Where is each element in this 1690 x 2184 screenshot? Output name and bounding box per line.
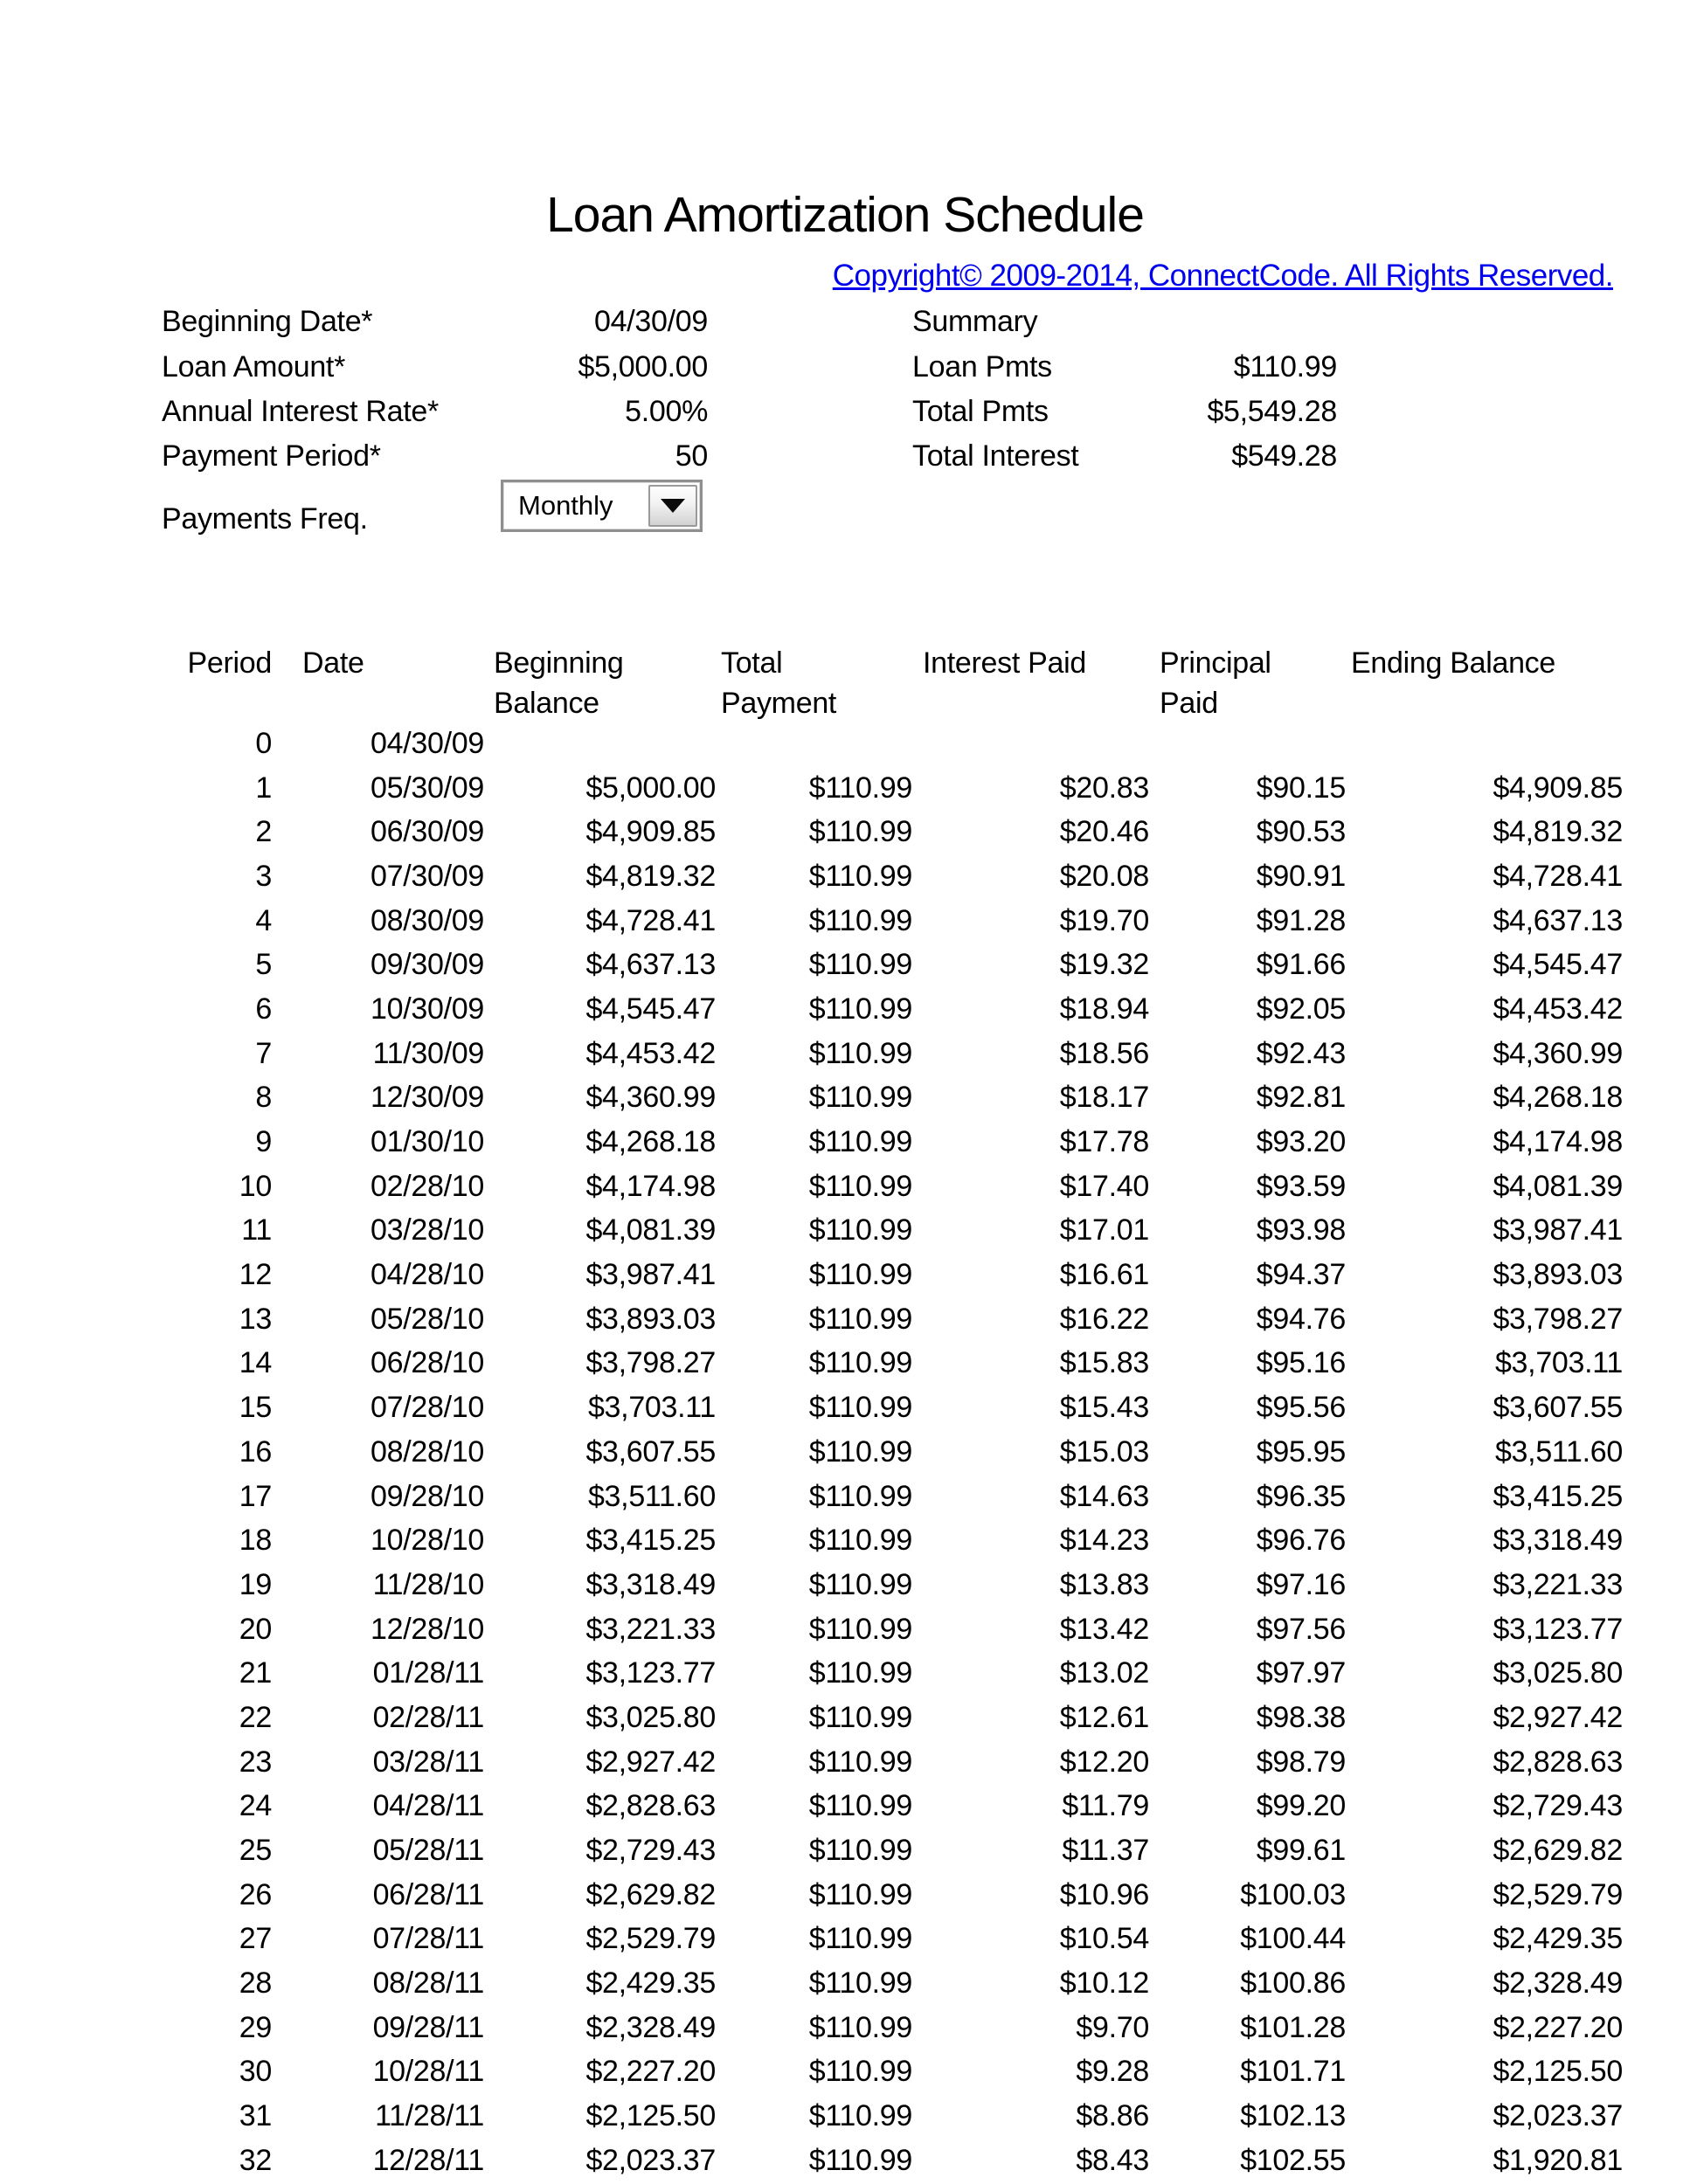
cell-principal-paid: $96.76 (1256, 1524, 1346, 1558)
table-row (0, 1563, 1690, 1607)
table-row (0, 2050, 1690, 2095)
beginning-date-value[interactable]: 04/30/09 (594, 305, 708, 338)
cell-interest-paid: $19.70 (1059, 903, 1149, 937)
cell-principal-paid: $90.53 (1256, 815, 1346, 849)
cell-period: 23 (239, 1745, 272, 1779)
table-row (0, 1430, 1690, 1475)
cell-principal-paid: $97.56 (1256, 1612, 1346, 1646)
cell-beginning-balance: $2,429.35 (585, 1966, 716, 2001)
cell-total-payment: $110.99 (808, 1434, 912, 1469)
cell-beginning-balance: $4,545.47 (585, 992, 716, 1026)
cell-total-payment: $110.99 (808, 1966, 912, 2001)
cell-total-payment: $110.99 (808, 2055, 912, 2089)
cell-interest-paid: $17.40 (1059, 1169, 1149, 1203)
cell-ending-balance: $3,025.80 (1493, 1656, 1623, 1690)
cell-ending-balance: $2,629.82 (1493, 1834, 1623, 1868)
cell-period: 2 (255, 815, 272, 849)
cell-total-payment: $110.99 (808, 1656, 912, 1690)
table-row (0, 1076, 1690, 1121)
cell-ending-balance: $4,268.18 (1493, 1081, 1623, 1115)
table-row (0, 1386, 1690, 1430)
cell-principal-paid: $93.59 (1256, 1169, 1346, 1203)
cell-total-payment: $110.99 (808, 1700, 912, 1734)
cell-beginning-balance: $4,453.42 (585, 1036, 716, 1070)
cell-period: 14 (239, 1346, 272, 1380)
cell-beginning-balance: $4,360.99 (585, 1081, 716, 1115)
cell-beginning-balance (494, 722, 716, 766)
cell-date: 02/28/11 (372, 1700, 484, 1734)
payment-period-value[interactable]: 50 (675, 439, 708, 473)
cell-principal-paid: $100.86 (1240, 1966, 1346, 2001)
summary-title: Summary (912, 305, 1038, 338)
cell-date: 05/28/10 (371, 1302, 484, 1336)
cell-date: 07/28/10 (371, 1391, 484, 1425)
cell-interest-paid: $19.32 (1059, 948, 1149, 982)
cell-ending-balance: $2,125.50 (1493, 2055, 1623, 2089)
header-beginning-balance: Beginning Balance (494, 646, 624, 720)
cell-total-payment: $110.99 (808, 2010, 912, 2044)
cell-principal-paid: $92.81 (1256, 1081, 1346, 1115)
cell-date: 04/28/11 (372, 1789, 484, 1823)
total-interest-value: $549.28 (1231, 439, 1337, 473)
cell-principal-paid: $99.61 (1256, 1834, 1346, 1868)
table-row (0, 1342, 1690, 1386)
header-principal-paid: Principal Paid (1160, 646, 1271, 720)
cell-beginning-balance: $2,328.49 (585, 2010, 716, 2044)
annual-interest-rate-label: Annual Interest Rate* (162, 395, 439, 428)
chevron-down-icon (661, 499, 685, 513)
cell-ending-balance: $3,607.55 (1493, 1391, 1623, 1425)
cell-principal-paid: $90.15 (1256, 771, 1346, 805)
cell-period: 22 (239, 1700, 272, 1734)
cell-period: 30 (239, 2055, 272, 2089)
cell-interest-paid: $15.83 (1059, 1346, 1149, 1380)
cell-ending-balance: $4,453.42 (1493, 992, 1623, 1026)
cell-principal-paid: $94.37 (1256, 1258, 1346, 1292)
payments-freq-dropdown[interactable] (501, 480, 703, 532)
table-row (0, 1918, 1690, 1962)
cell-date: 11/30/09 (372, 1036, 484, 1070)
table-row (0, 1873, 1690, 1918)
cell-period: 9 (255, 1125, 272, 1159)
loan-amount-label: Loan Amount* (162, 350, 346, 384)
cell-ending-balance: $4,909.85 (1493, 771, 1623, 805)
cell-beginning-balance: $3,318.49 (585, 1567, 716, 1601)
loan-amount-value[interactable]: $5,000.00 (578, 350, 708, 384)
cell-period: 17 (239, 1479, 272, 1513)
cell-date: 10/28/11 (372, 2055, 484, 2089)
header-date: Date (302, 646, 364, 680)
cell-total-payment: $110.99 (808, 859, 912, 893)
cell-date: 11/28/11 (375, 2099, 484, 2133)
cell-beginning-balance: $2,529.79 (585, 1922, 716, 1956)
cell-total-payment: $110.99 (808, 1081, 912, 1115)
cell-principal-paid: $99.20 (1256, 1789, 1346, 1823)
cell-period: 21 (239, 1656, 272, 1690)
cell-period: 10 (239, 1169, 272, 1203)
cell-period: 11 (241, 1213, 272, 1248)
cell-interest-paid: $17.01 (1059, 1213, 1149, 1248)
cell-ending-balance: $4,174.98 (1493, 1125, 1623, 1159)
cell-period: 8 (255, 1081, 272, 1115)
table-row (0, 1209, 1690, 1254)
cell-principal-paid: $95.16 (1256, 1346, 1346, 1380)
cell-beginning-balance: $3,025.80 (585, 1700, 716, 1734)
cell-total-payment: $110.99 (808, 903, 912, 937)
cell-date: 01/28/11 (372, 1656, 484, 1690)
table-row (0, 854, 1690, 899)
cell-beginning-balance: $2,629.82 (585, 1877, 716, 1911)
cell-date: 01/30/10 (371, 1125, 484, 1159)
cell-total-payment: $110.99 (808, 2099, 912, 2133)
cell-principal-paid: $91.66 (1256, 948, 1346, 982)
table-row (0, 1740, 1690, 1785)
cell-total-payment: $110.99 (808, 1834, 912, 1868)
cell-beginning-balance: $4,728.41 (585, 903, 716, 937)
copyright-link[interactable]: Copyright© 2009-2014, ConnectCode. All Rights Reserved. (832, 259, 1613, 293)
cell-period: 19 (239, 1567, 272, 1601)
cell-date: 04/28/10 (371, 1258, 484, 1292)
table-row (0, 1651, 1690, 1696)
cell-principal-paid: $92.43 (1256, 1036, 1346, 1070)
cell-total-payment: $110.99 (808, 1169, 912, 1203)
cell-ending-balance: $3,415.25 (1493, 1479, 1623, 1513)
cell-principal-paid: $102.13 (1240, 2099, 1346, 2133)
cell-interest-paid: $10.96 (1059, 1877, 1149, 1911)
cell-beginning-balance: $3,987.41 (585, 1258, 716, 1292)
cell-period: 13 (239, 1302, 272, 1336)
cell-ending-balance: $2,429.35 (1493, 1922, 1623, 1956)
cell-ending-balance: $3,221.33 (1493, 1567, 1623, 1601)
cell-interest-paid: $20.08 (1059, 859, 1149, 893)
total-interest-label: Total Interest (912, 439, 1079, 473)
cell-principal-paid: $95.56 (1256, 1391, 1346, 1425)
cell-period: 25 (239, 1834, 272, 1868)
cell-total-payment: $110.99 (808, 1789, 912, 1823)
cell-period: 0 (255, 726, 272, 760)
cell-principal-paid: $94.76 (1256, 1302, 1346, 1336)
table-row (0, 810, 1690, 854)
cell-period: 4 (255, 903, 272, 937)
cell-date: 10/30/09 (371, 992, 484, 1026)
cell-period: 3 (255, 859, 272, 893)
cell-beginning-balance: $3,511.60 (587, 1479, 716, 1513)
beginning-date-label: Beginning Date* (162, 305, 373, 338)
cell-period: 18 (239, 1524, 272, 1558)
table-row (0, 766, 1690, 811)
cell-beginning-balance: $4,081.39 (585, 1213, 716, 1248)
cell-beginning-balance: $2,227.20 (585, 2055, 716, 2089)
cell-beginning-balance: $3,221.33 (585, 1612, 716, 1646)
cell-interest-paid: $17.78 (1059, 1125, 1149, 1159)
table-row (0, 1961, 1690, 2006)
cell-ending-balance: $2,729.43 (1493, 1789, 1623, 1823)
cell-period: 26 (239, 1877, 272, 1911)
cell-total-payment: $110.99 (808, 1479, 912, 1513)
cell-principal-paid: $97.16 (1256, 1567, 1346, 1601)
cell-total-payment: $110.99 (808, 1258, 912, 1292)
table-row (0, 1297, 1690, 1342)
cell-principal-paid: $93.98 (1256, 1213, 1346, 1248)
cell-date: 04/30/09 (371, 726, 484, 760)
cell-ending-balance: $2,328.49 (1493, 1966, 1623, 2001)
cell-beginning-balance: $5,000.00 (585, 771, 716, 805)
cell-principal-paid: $93.20 (1256, 1125, 1346, 1159)
cell-beginning-balance: $3,415.25 (585, 1524, 716, 1558)
table-row (0, 1828, 1690, 1873)
cell-ending-balance: $4,545.47 (1493, 948, 1623, 982)
cell-period: 29 (239, 2010, 272, 2044)
cell-date: 02/28/10 (371, 1169, 484, 1203)
cell-beginning-balance: $4,268.18 (585, 1125, 716, 1159)
cell-beginning-balance: $3,123.77 (585, 1656, 716, 1690)
table-row (0, 1253, 1690, 1297)
cell-beginning-balance: $3,607.55 (585, 1434, 716, 1469)
cell-principal-paid: $100.03 (1240, 1877, 1346, 1911)
cell-principal-paid: $95.95 (1256, 1434, 1346, 1469)
cell-ending-balance: $3,893.03 (1493, 1258, 1623, 1292)
cell-interest-paid: $18.94 (1059, 992, 1149, 1026)
cell-beginning-balance: $2,023.37 (585, 2143, 716, 2177)
cell-interest-paid: $13.83 (1059, 1567, 1149, 1601)
cell-interest-paid: $14.63 (1059, 1479, 1149, 1513)
cell-period: 15 (239, 1391, 272, 1425)
total-pmts-label: Total Pmts (912, 395, 1049, 428)
cell-ending-balance: $3,511.60 (1494, 1434, 1623, 1469)
cell-period: 12 (239, 1258, 272, 1292)
cell-interest-paid: $10.54 (1059, 1922, 1149, 1956)
cell-ending-balance: $4,819.32 (1493, 815, 1623, 849)
cell-ending-balance: $3,123.77 (1493, 1612, 1623, 1646)
cell-principal-paid (1160, 722, 1346, 766)
cell-interest-paid: $9.28 (1076, 2055, 1149, 2089)
cell-total-payment: $110.99 (808, 1922, 912, 1956)
cell-interest-paid: $8.86 (1076, 2099, 1149, 2133)
cell-principal-paid: $97.97 (1256, 1656, 1346, 1690)
cell-ending-balance: $4,728.41 (1493, 859, 1623, 893)
cell-ending-balance: $4,081.39 (1493, 1169, 1623, 1203)
cell-interest-paid: $20.83 (1059, 771, 1149, 805)
cell-total-payment: $110.99 (808, 1125, 912, 1159)
cell-date: 09/28/10 (371, 1479, 484, 1513)
cell-period: 28 (239, 1966, 272, 2001)
cell-date: 09/28/11 (372, 2010, 484, 2044)
table-row (0, 987, 1690, 1032)
cell-date: 03/28/10 (371, 1213, 484, 1248)
cell-period: 32 (239, 2143, 272, 2177)
cell-interest-paid: $11.37 (1062, 1834, 1149, 1868)
cell-total-payment: $110.99 (808, 815, 912, 849)
table-row (0, 943, 1690, 987)
cell-total-payment: $110.99 (808, 1036, 912, 1070)
cell-interest-paid: $11.79 (1062, 1789, 1149, 1823)
header-interest-paid: Interest Paid (923, 646, 1086, 680)
cell-interest-paid: $16.61 (1059, 1258, 1149, 1292)
cell-interest-paid: $14.23 (1059, 1524, 1149, 1558)
cell-principal-paid: $101.28 (1240, 2010, 1346, 2044)
table-row (0, 1607, 1690, 1652)
cell-date: 12/30/09 (371, 1081, 484, 1115)
cell-ending-balance: $3,987.41 (1493, 1213, 1623, 1248)
cell-beginning-balance: $3,703.11 (587, 1391, 716, 1425)
cell-period: 1 (255, 771, 272, 805)
cell-period: 31 (239, 2099, 272, 2133)
cell-interest-paid: $10.12 (1059, 1966, 1149, 2001)
cell-date: 08/28/10 (371, 1434, 484, 1469)
cell-period: 27 (239, 1922, 272, 1956)
payment-period-label: Payment Period* (162, 439, 381, 473)
cell-beginning-balance: $3,893.03 (585, 1302, 716, 1336)
table-row (0, 1785, 1690, 1829)
cell-date: 06/30/09 (371, 815, 484, 849)
cell-total-payment: $110.99 (808, 771, 912, 805)
cell-beginning-balance: $2,828.63 (585, 1789, 716, 1823)
table-row (0, 2139, 1690, 2183)
table-row (0, 722, 1690, 766)
cell-total-payment: $110.99 (808, 1391, 912, 1425)
cell-total-payment: $110.99 (808, 1213, 912, 1248)
cell-date: 12/28/10 (371, 1612, 484, 1646)
cell-ending-balance: $3,318.49 (1493, 1524, 1623, 1558)
cell-ending-balance: $1,920.81 (1493, 2143, 1623, 2177)
cell-interest-paid: $13.42 (1059, 1612, 1149, 1646)
cell-total-payment: $110.99 (808, 992, 912, 1026)
cell-ending-balance: $3,703.11 (1494, 1346, 1623, 1380)
table-row (0, 1475, 1690, 1519)
cell-ending-balance (1351, 722, 1623, 766)
cell-interest-paid (923, 722, 1149, 766)
payments-freq-label: Payments Freq. (162, 502, 368, 536)
cell-date: 06/28/10 (371, 1346, 484, 1380)
cell-principal-paid: $91.28 (1256, 903, 1346, 937)
table-row (0, 1518, 1690, 1563)
cell-ending-balance: $2,529.79 (1493, 1877, 1623, 1911)
cell-total-payment: $110.99 (808, 1302, 912, 1336)
loan-pmts-label: Loan Pmts (912, 350, 1052, 384)
cell-interest-paid: $9.70 (1076, 2010, 1149, 2044)
cell-period: 24 (239, 1789, 272, 1823)
cell-total-payment: $110.99 (808, 1877, 912, 1911)
cell-interest-paid: $18.17 (1059, 1081, 1149, 1115)
cell-total-payment: $110.99 (808, 1346, 912, 1380)
cell-date: 05/30/09 (371, 771, 484, 805)
cell-total-payment: $110.99 (808, 1612, 912, 1646)
table-row (0, 1032, 1690, 1076)
cell-ending-balance: $3,798.27 (1493, 1302, 1623, 1336)
cell-ending-balance: $2,828.63 (1493, 1745, 1623, 1779)
cell-principal-paid: $100.44 (1240, 1922, 1346, 1956)
cell-period: 20 (239, 1612, 272, 1646)
cell-principal-paid: $101.71 (1240, 2055, 1346, 2089)
cell-total-payment: $110.99 (808, 2143, 912, 2177)
schedule-rows (0, 722, 1690, 2183)
header-ending-balance: Ending Balance (1351, 646, 1555, 680)
header-total-payment: Total Payment (721, 646, 837, 720)
cell-principal-paid: $98.38 (1256, 1700, 1346, 1734)
cell-beginning-balance: $2,927.42 (585, 1745, 716, 1779)
table-row (0, 1696, 1690, 1740)
cell-interest-paid: $12.61 (1059, 1700, 1149, 1734)
cell-ending-balance: $4,360.99 (1493, 1036, 1623, 1070)
cell-date: 08/28/11 (372, 1966, 484, 2001)
cell-total-payment: $110.99 (808, 1567, 912, 1601)
cell-principal-paid: $92.05 (1256, 992, 1346, 1026)
cell-beginning-balance: $4,819.32 (585, 859, 716, 893)
cell-date: 07/28/11 (372, 1922, 484, 1956)
page-title: Loan Amortization Schedule (546, 187, 1144, 243)
table-row (0, 2006, 1690, 2050)
header-period: Period (187, 646, 272, 680)
cell-interest-paid: $20.46 (1059, 815, 1149, 849)
cell-ending-balance: $2,227.20 (1493, 2010, 1623, 2044)
table-row (0, 1165, 1690, 1209)
dropdown-button[interactable] (648, 485, 697, 527)
cell-ending-balance: $2,023.37 (1493, 2099, 1623, 2133)
table-row (0, 1120, 1690, 1165)
cell-total-payment: $110.99 (808, 1524, 912, 1558)
cell-period: 5 (255, 948, 272, 982)
cell-date: 11/28/10 (372, 1567, 484, 1601)
cell-date: 09/30/09 (371, 948, 484, 982)
cell-interest-paid: $12.20 (1059, 1745, 1149, 1779)
cell-ending-balance: $4,637.13 (1493, 903, 1623, 937)
cell-date: 03/28/11 (372, 1745, 484, 1779)
cell-date: 12/28/11 (372, 2143, 484, 2177)
cell-interest-paid: $15.03 (1059, 1434, 1149, 1469)
cell-date: 10/28/10 (371, 1524, 484, 1558)
cell-interest-paid: $16.22 (1059, 1302, 1149, 1336)
cell-interest-paid: $18.56 (1059, 1036, 1149, 1070)
table-row (0, 2094, 1690, 2139)
cell-period: 7 (255, 1036, 272, 1070)
loan-pmts-value: $110.99 (1233, 350, 1337, 384)
cell-beginning-balance: $2,729.43 (585, 1834, 716, 1868)
cell-beginning-balance: $4,637.13 (585, 948, 716, 982)
cell-interest-paid: $8.43 (1076, 2143, 1149, 2177)
cell-principal-paid: $96.35 (1256, 1479, 1346, 1513)
cell-beginning-balance: $4,174.98 (585, 1169, 716, 1203)
cell-date: 06/28/11 (372, 1877, 484, 1911)
table-row (0, 899, 1690, 943)
cell-ending-balance: $2,927.42 (1493, 1700, 1623, 1734)
cell-total-payment: $110.99 (808, 1745, 912, 1779)
cell-interest-paid: $13.02 (1059, 1656, 1149, 1690)
cell-interest-paid: $15.43 (1059, 1391, 1149, 1425)
cell-principal-paid: $102.55 (1240, 2143, 1346, 2177)
cell-date: 05/28/11 (372, 1834, 484, 1868)
cell-principal-paid: $90.91 (1256, 859, 1346, 893)
cell-beginning-balance: $2,125.50 (585, 2099, 716, 2133)
cell-total-payment (721, 722, 912, 766)
cell-beginning-balance: $3,798.27 (585, 1346, 716, 1380)
total-pmts-value: $5,549.28 (1207, 395, 1337, 428)
cell-date: 07/30/09 (371, 859, 484, 893)
cell-period: 16 (239, 1434, 272, 1469)
schedule-header-row (0, 643, 1690, 727)
payments-freq-selected-value: Monthly (518, 490, 613, 521)
cell-date: 08/30/09 (371, 903, 484, 937)
annual-interest-rate-value[interactable]: 5.00% (625, 395, 708, 428)
cell-beginning-balance: $4,909.85 (585, 815, 716, 849)
cell-total-payment: $110.99 (808, 948, 912, 982)
cell-period: 6 (255, 992, 272, 1026)
cell-principal-paid: $98.79 (1256, 1745, 1346, 1779)
